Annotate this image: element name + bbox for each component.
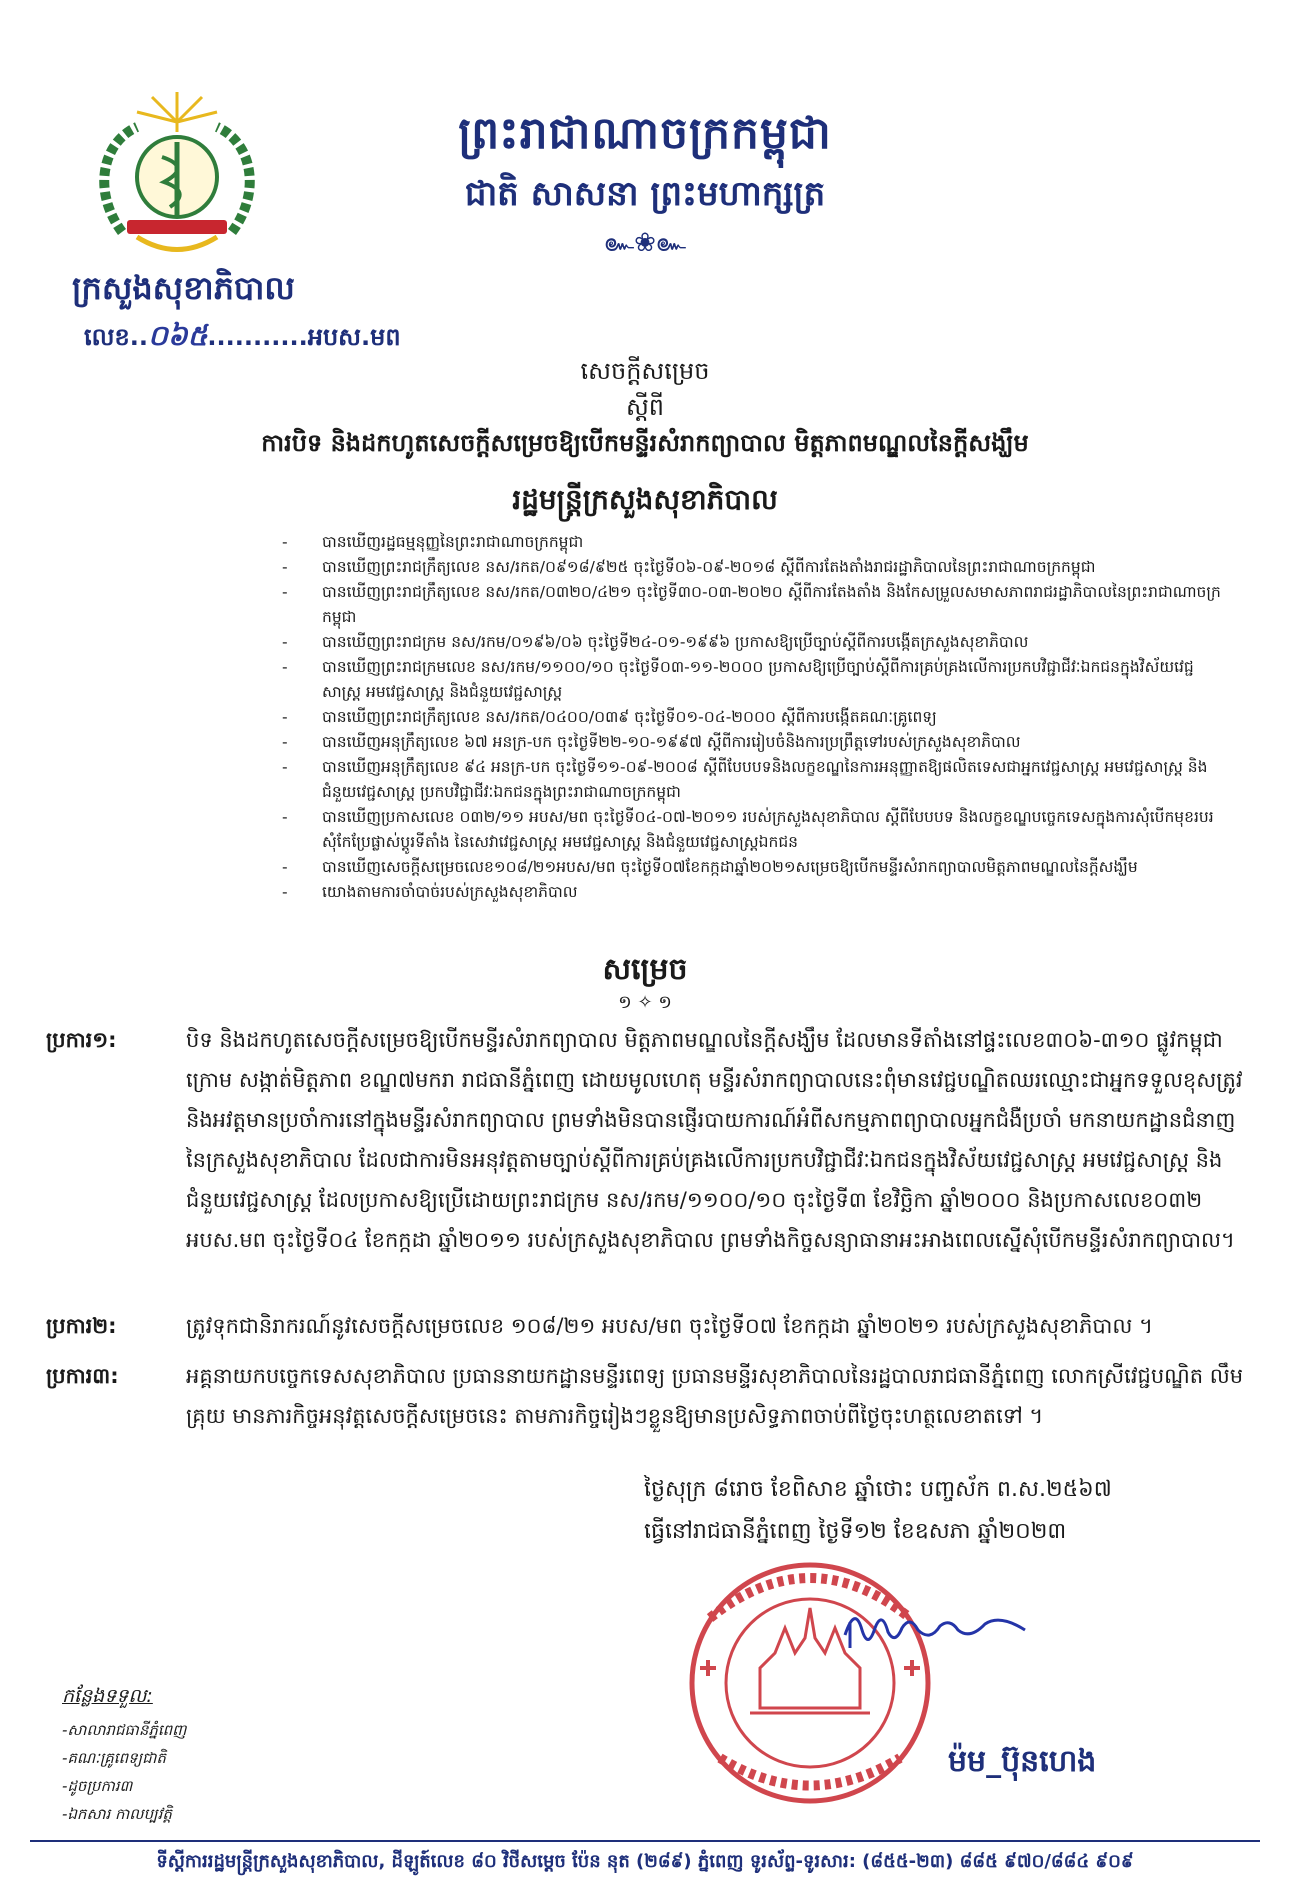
reference-item: - បានឃើញព្រះរាជក្រឹត្យលេខ នស/រកត/០៩១៨/៩២៥ ចុះថ្ងៃទី០៦-០៩-២០១៨ ស្តីពីការតែងតាំងរាជរដ្ឋាភិបាលនៃព្រះរាជាណាចក្រកម្ពុជា [282,555,1222,580]
reference-item: - បានឃើញអនុក្រឹត្យលេខ ៦៧ អនក្រ-បក ចុះថ្ងៃទី២២-១០-១៩៩៧ ស្តីពីការរៀបចំនិងការប្រព្រឹត្តទៅរបស់ក្រសួងសុខាភិបាល [282,730,1222,755]
article-text: ត្រូវទុកជានិរាករណ៍នូវសេចក្តីសម្រេចលេខ ១០៨/២១ អបស/មព ចុះថ្ងៃទី០៧ ខែកក្កដា ឆ្នាំ២០២១ របស់ក្រសួងសុខាភិបាល ។ [186,1314,1153,1338]
decision-on: ស្តីពី [625,393,665,421]
reference-number [84,318,401,359]
footer-divider [30,1840,1260,1842]
solar-date: ធ្វើនៅរាជធានីភ្នំពេញ ថ្ងៃទី១២ ខែឧសភា ឆ្នាំ២០២៣ [644,1519,1067,1544]
recipient-item: -ឯកសារ កាលប្បវត្តិ [62,1805,172,1823]
ref-suffix: ...........អបស.មព [207,323,401,351]
ref-number: ០៦៥ [147,319,208,352]
decision-subject: ការបិទ និងដកហូតសេចក្តីសម្រេចឱ្យបើកមន្ទីរសំរាកព្យាបាល មិត្តភាពមណ្ឌលនៃក្តីសង្ឃឹម [261,429,1029,457]
article-label: ប្រការ៣: [46,1364,119,1388]
ministry-name: ក្រសួងសុខាភិបាល [72,269,295,307]
article-3 [46,1356,1246,1436]
article-text: បិទ និងដកហូតសេចក្តីសម្រេចឱ្យបើកមន្ទីរសំរាកព្យាបាល មិត្តភាពមណ្ឌលនៃក្តីសង្ឃឹម ដែលមានទីតាំងនៅផ្ទះលេខ៣០៦-៣១០ ផ្លូវកម្ពុជាក្រោម សង្កាត់មិត្តភាព ខណ្ឌ៧មករា រាជធានីភ្នំពេញ ដោយមូលហេតុ មន្ទីរសំរាកព្យាបាលនេះពុំមានវេជ្ជបណ្ឌិតឈរឈ្មោះជាអ្នកទទួលខុសត្រូវនិងអវត្តមានប្រចាំការនៅក្នុងមន្ទីរសំរាកព្យាបាល ព្រមទាំងមិនបានផ្ញើរបាយការណ៍អំពីសកម្មភាពព្យាបាលអ្នកជំងឺប្រចាំ មកនាយកដ្ឋានជំនាញនៃក្រសួងសុខាភិបាល ដែលជាការមិនអនុវត្តតាមច្បាប់ស្តីពីការគ្រប់គ្រងលើការប្រកបវិជ្ជាជីវៈឯកជនក្នុងវិស័យវេជ្ជសាស្ត្រ អមវេជ្ជសាស្ត្រ និងជំនួយវេជ្ជសាស្ត្រ ដែលប្រកាសឱ្យប្រើដោយព្រះរាជក្រម នស/រកម/១១០០/១០ ចុះថ្ងៃទី៣ ខែវិច្ឆិកា ឆ្នាំ២០០០ និងប្រកាសលេខ០៣២ អបស.មព ចុះថ្ងៃទី០៤ ខែកក្កដា ឆ្នាំ២០១១ របស់ក្រសួងសុខាភិបាល ព្រមទាំងកិច្ចសន្យាធានាអះអាងពេលស្នើសុំបើកមន្ទីរសំរាកព្យាបាល។ [186,1028,1243,1252]
recipients-heading: កន្លែងទទួល: [62,1685,153,1707]
reference-item: - បានឃើញព្រះរាជក្រឹត្យលេខ នស/រកត/០៤០០/០៣៩ ចុះថ្ងៃទី០១-០៤-២០០០ ស្តីពីការបង្កើតគណៈគ្រូពេទ្យ [282,705,1222,730]
kingdom-heading: ព្រះរាជាណាចក្រកម្ពុជា [458,108,832,159]
national-motto: ជាតិ សាសនា ព្រះមហាក្សត្រ [464,174,826,214]
article-2 [46,1306,1246,1346]
reference-item: - បានឃើញព្រះរាជក្រមលេខ នស/រកម/១១០០/១០ ចុះថ្ងៃទី០៣-១១-២០០០ ប្រកាសឱ្យប្រើច្បាប់ស្តីពីការគ្រប់គ្រងលើការប្រកបវិជ្ជាជីវៈឯកជនក្នុងវិស័យវេជ្ជសាស្ត្រ អមវេជ្ជសាស្ត្រ និងជំនួយវេជ្ជសាស្ត្រ [282,655,1222,705]
article-label: ប្រការ២: [46,1314,117,1338]
signer-name: ម៉ម_ប៊ុនហេង [948,1744,1097,1779]
minister-title: រដ្ឋមន្ត្រីក្រសួងសុខាភិបាល [512,483,778,516]
lunar-date: ថ្ងៃសុក្រ ៨រោច ខែពិសាខ ឆ្នាំថោះ បញ្ចស័ក ព.ស.២៥៦៧ [644,1477,1112,1502]
article-1 [46,1020,1246,1260]
recipient-item: -ដូចប្រការ៣ [62,1777,133,1795]
reference-item: - បានឃើញអនុក្រឹត្យលេខ ៩៤ អនក្រ-បក ចុះថ្ងៃទី១១-០៩-២០០៨ ស្តីពីបែបបទនិងលក្ខខណ្ឌនៃការអនុញ្ញាតឱ្យផលិតទេសជាអ្នកវេជ្ជសាស្ត្រ អមវេជ្ជសាស្ត្រ និងជំនួយវេជ្ជសាស្ត្រ ប្រកបវិជ្ជាជីវៈឯកជនក្នុងព្រះរាជាណាចក្រកម្ពុជា [282,755,1222,805]
reference-item: - បានឃើញប្រកាសលេខ ០៣២/១១ អបស/មព ចុះថ្ងៃទី០៤-០៧-២០១១ របស់ក្រសួងសុខាភិបាល ស្តីពីបែបបទ និងលក្ខខណ្ឌបច្ចេកទេសក្នុងការសុំបើកមុខរបរ សុំកែប្រែផ្លាស់ប្តូរទីតាំង នៃសេវាវេជ្ជសាស្ត្រ អមវេជ្ជសាស្ត្រ និងជំនួយវេជ្ជសាស្ត្រឯកជន [282,805,1222,855]
recipient-item: -គណៈគ្រូពេទ្យជាតិ [62,1749,166,1767]
reference-item: - បានឃើញព្រះរាជក្រម នស/រកម/០១៩៦/០៦ ចុះថ្ងៃទី២៤-០១-១៩៩៦ ប្រកាសឱ្យប្រើច្បាប់ស្តីពីការបង្កើតក្រសួងសុខាភិបាល [282,630,1222,655]
ruling-title: សម្រេច [602,952,688,987]
official-stamp [680,1558,940,1808]
recipient-item: -សាលារាជធានីភ្នំពេញ [62,1721,187,1739]
article-label: ប្រការ១: [46,1028,117,1052]
reference-item: - បានឃើញព្រះរាជក្រឹត្យលេខ នស/រកត/០៣២០/៤២១ ចុះថ្ងៃទី៣០-០៣-២០២០ ស្តីពីការតែងតាំង និងកែសម្រួលសមាសភាពរាជរដ្ឋាភិបាលនៃព្រះរាជាណាចក្រកម្ពុជា [282,580,1222,630]
footer-address: ទីស្តីការរដ្ឋមន្ត្រីក្រសួងសុខាភិបាល, ដីឡូត៍លេខ ៨០ វិថីសម្តេច ប៉ែន នុត (២៨៩) ភ្នំពេញ ទូរស័ព្ទ-ទូរសារ: (៨៥៥-២៣) ៨៨៥ ៩៧០/៨៨៤ ៩០៩ [156,1851,1134,1872]
header-ornament: ๛❀๛ [604,228,686,258]
recipients-list [62,1716,186,1828]
reference-item: - បានឃើញសេចក្តីសម្រេចលេខ១០៨/២១អបស/មព ចុះថ្ងៃទី០៧ខែកក្កដាឆ្នាំ២០២១សម្រេចឱ្យបើកមន្ទីរសំរាកព្យាបាលមិត្តភាពមណ្ឌលនៃក្តីសង្ឃឹម [282,855,1222,880]
ref-prefix: លេខ.. [84,323,148,351]
reference-item: - យោងតាមការចាំបាច់របស់ក្រសួងសុខាភិបាល [282,880,1222,905]
signature [840,1600,1030,1660]
ruling-ornament: ១ ✧ ១ [618,992,672,1013]
legal-references [282,530,1222,905]
reference-item: - បានឃើញរដ្ឋធម្មនុញ្ញនៃព្រះរាជាណាចក្រកម្ពុជា [282,530,1222,555]
article-text: អគ្គនាយកបច្ចេកទេសសុខាភិបាល ប្រធាននាយកដ្ឋានមន្ទីរពេទ្យ ប្រធានមន្ទីរសុខាភិបាលនៃរដ្ឋបាលរាជធានីភ្នំពេញ លោកស្រីវេជ្ជបណ្ឌិត លឹម គ្រុយ មានភារកិច្ចអនុវត្តសេចក្តីសម្រេចនេះ តាមភារកិច្ចរៀងៗខ្លួនឱ្យមានប្រសិទ្ធភាពចាប់ពីថ្ងៃចុះហត្ថលេខាតទៅ ។ [186,1364,1244,1428]
decision-title: សេចក្តីសម្រេច [580,357,710,385]
